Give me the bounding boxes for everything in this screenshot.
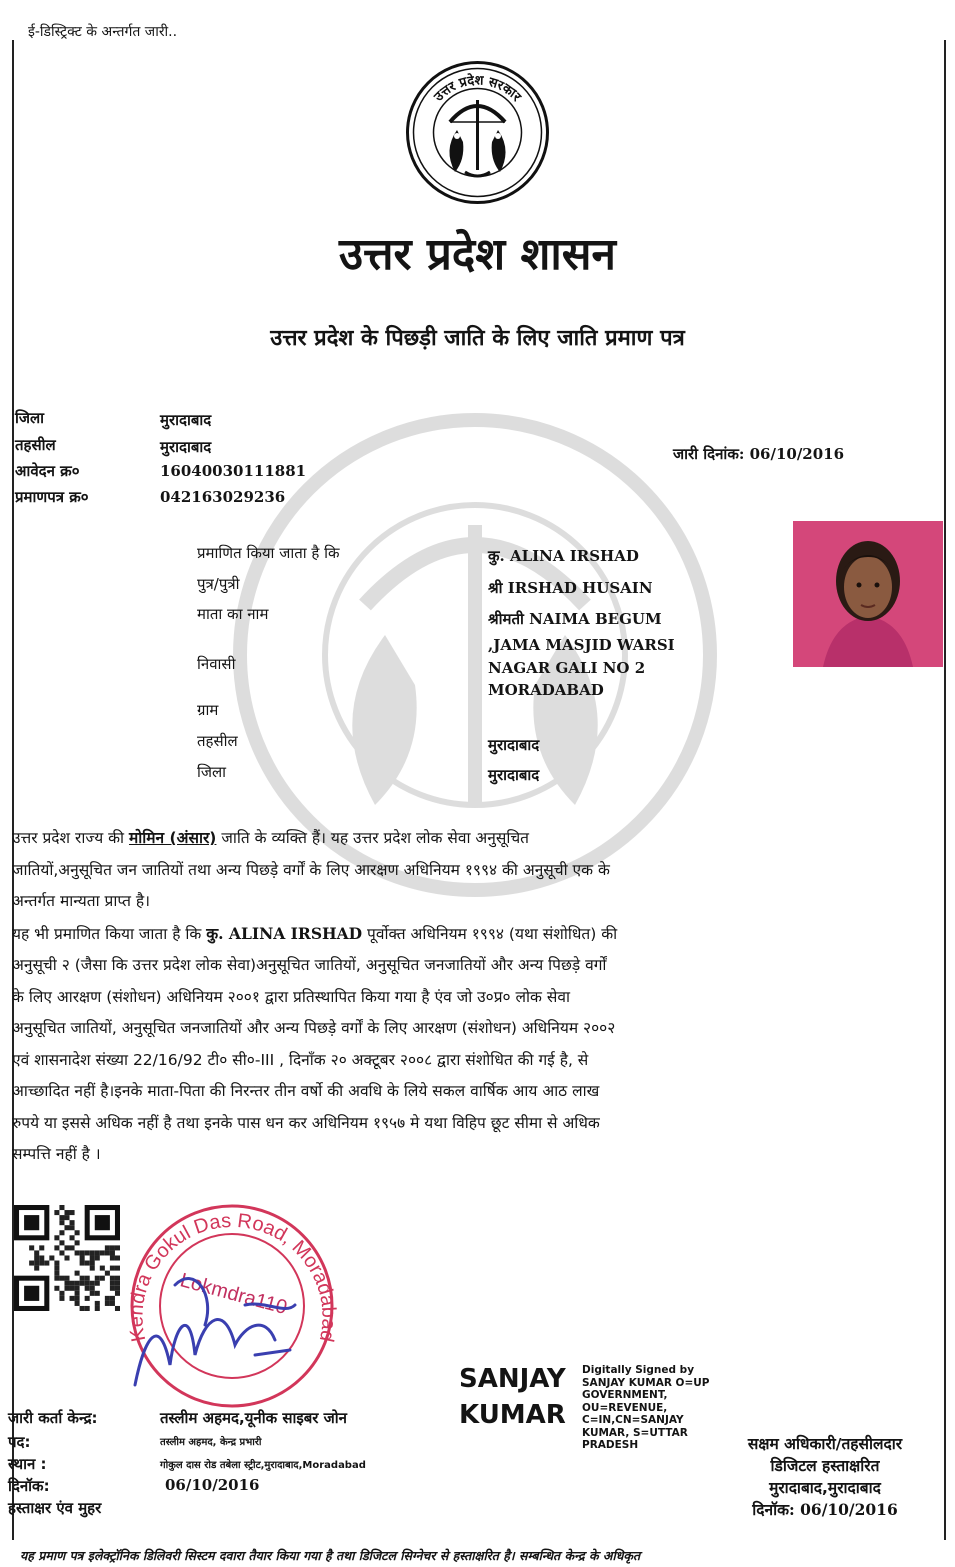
child-of-label: पुत्र/पुत्री [197, 575, 240, 593]
up-government-emblem-icon [405, 60, 550, 205]
signer-last-name: KUMAR [459, 1400, 566, 1430]
body-applicant-name: कु. ALINA IRSHAD [206, 923, 363, 943]
meta-value-tehsil: मुरादाबाद [160, 438, 212, 456]
detail-tehsil-value: मुरादाबाद [488, 736, 540, 754]
digital-signature-text: Digitally Signed by SANJAY KUMAR O=UP GOVERNMENT, OU=REVENUE, C=IN,CN=SANJAY KUMAR, S=UTTAR PRADESH [582, 1364, 710, 1451]
mother-label: माता का नाम [197, 605, 269, 623]
officer-digital-signed: डिजिटल हस्ताक्षरित [770, 1457, 880, 1475]
officer-location: मुरादाबाद,मुरादाबाद [769, 1479, 881, 1497]
father-name: श्री IRSHAD HUSAIN [488, 579, 653, 597]
meta-value-certificate-no: 042163029236 [160, 488, 286, 506]
body-line: एवं शासनादेश संख्या 22/16/92 टी० सी०-III , दिनाँक २० अक्टूबर २००८ द्वारा संशोधित की गई है, से [12, 1050, 589, 1069]
resident-label: निवासी [197, 655, 236, 673]
caste-name: मोमिन (अंसार) [128, 829, 217, 847]
body-line: अन्तर्गत मान्यता प्राप्त है। [12, 892, 151, 910]
body-line: अनुसूचित जातियों, अनुसूचित जनजातियों और अन्य पिछड़े वर्गों के लिए आरक्षण (संशोधन) अधिनियम २००२ [12, 1019, 616, 1037]
meta-value-district: मुरादाबाद [160, 411, 212, 429]
applicant-photo [793, 521, 943, 667]
detail-district-value: मुरादाबाद [488, 766, 540, 784]
address-line-2: NAGAR GALI NO 2 [488, 659, 646, 677]
place-label: स्थान : [8, 1455, 47, 1473]
address-line-1: ,JAMA MASJID WARSI [488, 636, 675, 654]
certified-name: कु. ALINA IRSHAD [488, 547, 639, 565]
place-value: गोकुल दास रोड तबेला स्ट्रीट,मुरादाबाद,Moradabad [160, 1460, 366, 1471]
sign-seal-label: हस्ताक्षर एंव मुहर [8, 1499, 102, 1517]
body-line: के लिए आरक्षण (संशोधन) अधिनियम २००१ द्वारा प्रतिस्थापित किया गया है एंव जो उ०प्र० लोक सेवा [12, 987, 570, 1006]
stamp-inner-text: Lokmdra110 [177, 1269, 290, 1320]
meta-label-district: जिला [15, 409, 45, 427]
signer-first-name: SANJAY [459, 1364, 566, 1394]
meta-label-certificate-no: प्रमाणपत्र क्र० [15, 488, 89, 506]
qr-code-icon [14, 1205, 120, 1311]
handwritten-signature [115, 1245, 315, 1405]
issue-date: जारी दिनांक: 06/10/2016 [673, 445, 845, 463]
meta-label-tehsil: तहसील [15, 436, 56, 454]
body-line: आच्छादित नहीं है।इनके माता-पिता की निरन्तर तीन वर्षो की अवधि के लिये सकल वार्षिक आय आठ लाख [12, 1082, 600, 1100]
body-line: रुपये या इससे अधिक नहीं है तथा इनके पास धन कर अधिनियम १९५७ मे यथा विहिप छूट सीमा से अधिक [12, 1113, 600, 1132]
body-line: सम्पत्ति नहीं है । [12, 1145, 101, 1163]
body-line: जातियों,अनुसूचित जन जातियों तथा अन्य पिछड़े वर्गों के लिए आरक्षण अधिनियम १९९४ की अनुसूची एक के [12, 860, 610, 879]
footer-date-value: 06/10/2016 [165, 1476, 260, 1494]
officer-designation: सक्षम अधिकारी/तहसीलदार [747, 1435, 903, 1453]
body-line: यह भी प्रमाणित किया जाता है कि कु. ALINA IRSHAD पूर्वोक्त अधिनियम १९९४ (यथा संशोधित) की [12, 923, 618, 943]
post-label: पद: [8, 1433, 31, 1451]
mother-name: श्रीमती NAIMA BEGUM [488, 610, 662, 628]
body-line: अनुसूची २ (जैसा कि उत्तर प्रदेश लोक सेवा)अनुसूचित जातियों, अनुसूचित जनजातियों और अन्य पिछड़े वर्गों [12, 956, 607, 974]
village-label: ग्राम [197, 701, 219, 719]
detail-tehsil-label: तहसील [197, 732, 238, 750]
meta-value-application-no: 16040030111881 [160, 462, 307, 480]
svg-text:उत्तर प्रदेश सरकार: उत्तर प्रदेश सरकार [431, 73, 524, 105]
certificate-subtitle: उत्तर प्रदेश के पिछड़ी जाति के लिए जाति प्रमाण पत्र [270, 326, 685, 351]
body-line: उत्तर प्रदेश राज्य की मोमिन (अंसार) जाति के व्यक्ति हैं। यह उत्तर प्रदेश लोक सेवा अनुसूचित [12, 829, 530, 847]
footer-date-label: दिनॉक: [8, 1477, 50, 1495]
page-title: उत्तर प्रदेश शासन [339, 229, 616, 280]
bottom-note: यह प्रमाण पत्र इलेक्ट्रॉनिक डिलिवरी सिस्टम दवारा तैयार किया गया है तथा डिजिटल सिग्नेचर से हस्ताक्षरित है। सम्बन्धित केन्द्र के अधिकृत [20, 1548, 641, 1563]
meta-label-application-no: आवेदन क्र० [15, 462, 80, 480]
address-line-3: MORADABAD [488, 681, 604, 699]
issuing-center-label: जारी कर्ता केन्द्र: [8, 1409, 98, 1427]
issuing-center-value: तस्लीम अहमद,यूनीक साइबर जोन [160, 1409, 347, 1427]
certified-label: प्रमाणित किया जाता है कि [197, 544, 340, 562]
svg-text:Kendra Gokul Das Road, Moradab: Kendra Gokul Das Road, Moradabad [125, 1209, 340, 1344]
detail-district-label: जिला [197, 763, 227, 781]
post-value: तस्लीम अहमद, केन्द्र प्रभारी [160, 1437, 262, 1448]
certificate-body [12, 823, 942, 1171]
officer-date: दिनॉक: 06/10/2016 [752, 1500, 898, 1519]
header-note: ई-डिस्ट्रिक्ट के अन्तर्गत जारी.. [28, 24, 178, 40]
